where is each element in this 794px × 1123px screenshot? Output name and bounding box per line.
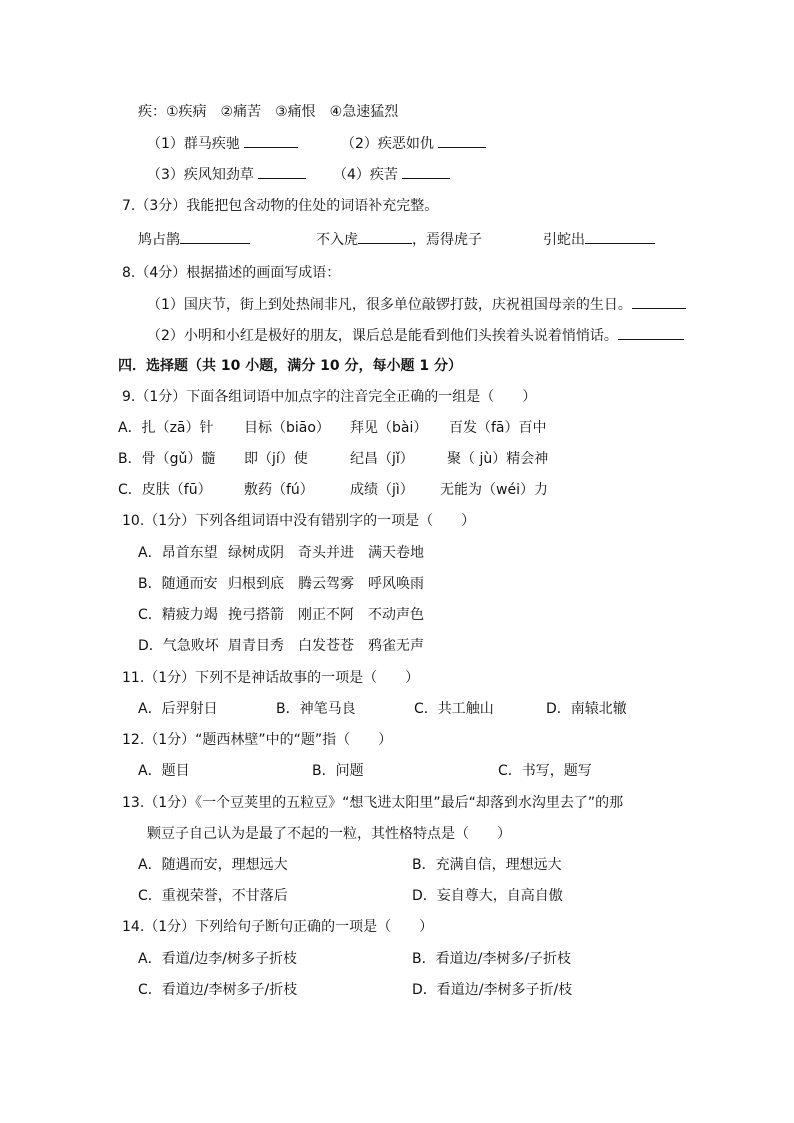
q9-word: 百发（fā）百中 bbox=[449, 420, 547, 436]
q11-stem: 11.（1分）下列不是神话故事的一项是（ ） bbox=[122, 670, 420, 686]
q10-option-b[interactable]: B．随通而安 bbox=[138, 576, 218, 592]
q8-sentence-1: （1）国庆节，街上到处热闹非凡，很多单位敲锣打鼓，庆祝祖国母亲的生日。 bbox=[147, 294, 686, 315]
section-heading: 四．选择题（共 10 小题，满分 10 分，每小题 1 分） bbox=[118, 358, 462, 374]
answer-blank[interactable] bbox=[618, 325, 684, 340]
q13-option-a[interactable]: A．随遇而安，理想远大 bbox=[138, 857, 288, 873]
q11-option-a[interactable]: A．后羿射日 bbox=[138, 701, 218, 717]
q6-item-2: （2）疾恶如仇 bbox=[341, 133, 486, 154]
answer-blank[interactable] bbox=[632, 294, 686, 309]
q9-option-b[interactable]: B．骨（gǔ）髓 bbox=[118, 451, 216, 467]
q14-option-a[interactable]: A．看道/边李/树多子折枝 bbox=[138, 951, 298, 967]
q13-option-c[interactable]: C．重视荣誉，不甘落后 bbox=[138, 888, 288, 904]
q10-word: 白发苍苍 bbox=[298, 638, 354, 654]
q14-stem: 14.（1分）下列给句子断句正确的一项是（ ） bbox=[122, 919, 434, 935]
answer-blank[interactable] bbox=[358, 229, 412, 244]
q12-option-b[interactable]: B．问题 bbox=[312, 763, 364, 779]
q10-word: 奇头并进 bbox=[298, 545, 354, 561]
q13-stem-line-1: 13.（1分）《一个豆荚里的五粒豆》“想飞进太阳里”最后“却落到水沟里去了”的那 bbox=[122, 795, 624, 811]
answer-blank[interactable] bbox=[402, 164, 450, 179]
answer-blank[interactable] bbox=[438, 133, 486, 148]
q8-stem: 8.（4分）根据描述的画面写成语： bbox=[122, 265, 341, 281]
q10-option-a[interactable]: A．昂首东望 bbox=[138, 545, 218, 561]
q10-word: 不动声色 bbox=[368, 607, 424, 623]
q13-option-d[interactable]: D．妄自尊大，自高自傲 bbox=[412, 888, 563, 904]
q9-word: 目标（biāo） bbox=[244, 420, 330, 436]
q13-stem-line-2: 颗豆子自己认为是最了不起的一粒，其性格特点是（ ） bbox=[147, 826, 511, 842]
q9-word: 聚（ jù）精会神 bbox=[447, 451, 549, 467]
q6-item-4: （4）疾苦 bbox=[333, 164, 450, 185]
answer-blank[interactable] bbox=[180, 229, 250, 244]
q10-word: 刚正不阿 bbox=[298, 607, 354, 623]
q9-word: 即（jí）使 bbox=[244, 451, 308, 467]
q10-word: 鸦雀无声 bbox=[368, 638, 424, 654]
q10-option-d[interactable]: D．气急败坏 bbox=[138, 638, 219, 654]
q9-word: 敷药（fú） bbox=[244, 482, 314, 498]
q13-option-b[interactable]: B．充满自信，理想远大 bbox=[412, 857, 562, 873]
answer-blank[interactable] bbox=[244, 133, 298, 148]
q6-item-1: （1）群马疾驰 bbox=[147, 133, 298, 154]
q7-stem: 7.（3分）我能把包含动物的住处的词语补充完整。 bbox=[122, 198, 439, 214]
q12-option-a[interactable]: A．题目 bbox=[138, 763, 190, 779]
q10-word: 挽弓搭箭 bbox=[228, 607, 284, 623]
q12-stem: 12.（1分）“题西林壁”中的“题”指（ ） bbox=[122, 732, 393, 748]
q11-option-c[interactable]: C．共工触山 bbox=[414, 701, 494, 717]
q7-item-b: 不入虎 ，焉得虎子 bbox=[316, 229, 482, 250]
q6-definition: 疾：①疾病 ②痛苦 ③痛恨 ④急速猛烈 bbox=[138, 104, 399, 120]
q9-word: 成绩（jì） bbox=[350, 482, 414, 498]
q6-item-3: （3）疾风知劲草 bbox=[147, 164, 306, 185]
q11-option-d[interactable]: D．南辕北辙 bbox=[546, 701, 627, 717]
q10-word: 腾云驾雾 bbox=[298, 576, 354, 592]
q14-option-c[interactable]: C．看道边/李树多子/折枝 bbox=[138, 982, 298, 998]
answer-blank[interactable] bbox=[585, 229, 655, 244]
q10-word: 满天卷地 bbox=[368, 545, 424, 561]
q8-sentence-2: （2）小明和小红是极好的朋友，课后总是能看到他们头挨着头说着悄悄话。 bbox=[147, 325, 684, 346]
q7-item-a: 鸠占鹊 bbox=[138, 229, 250, 250]
q9-word: 无能为（wéi）力 bbox=[440, 482, 548, 498]
q9-stem: 9.（1分）下面各组词语中加点字的注音完全正确的一组是（ ） bbox=[122, 389, 537, 405]
q10-stem: 10.（1分）下列各组词语中没有错别字的一项是（ ） bbox=[122, 513, 476, 529]
q10-word: 眉青目秀 bbox=[228, 638, 284, 654]
q10-option-c[interactable]: C．精疲力竭 bbox=[138, 607, 218, 623]
q9-word: 纪昌（jǐ） bbox=[350, 451, 414, 467]
q9-word: 拜见（bài） bbox=[350, 420, 428, 436]
q14-option-b[interactable]: B．看道边/李树多/子折枝 bbox=[412, 951, 572, 967]
q10-word: 归根到底 bbox=[228, 576, 284, 592]
q10-word: 绿树成阴 bbox=[228, 545, 284, 561]
q9-option-c[interactable]: C．皮肤（fū） bbox=[118, 482, 212, 498]
q10-word: 呼风唤雨 bbox=[368, 576, 424, 592]
q9-option-a[interactable]: A．扎（zā）针 bbox=[118, 420, 214, 436]
q14-option-d[interactable]: D．看道边/李树多子折/枝 bbox=[412, 982, 573, 998]
answer-blank[interactable] bbox=[258, 164, 306, 179]
q11-option-b[interactable]: B．神笔马良 bbox=[276, 701, 356, 717]
q12-option-c[interactable]: C．书写，题写 bbox=[498, 763, 592, 779]
q7-item-c: 引蛇出 bbox=[543, 229, 655, 250]
